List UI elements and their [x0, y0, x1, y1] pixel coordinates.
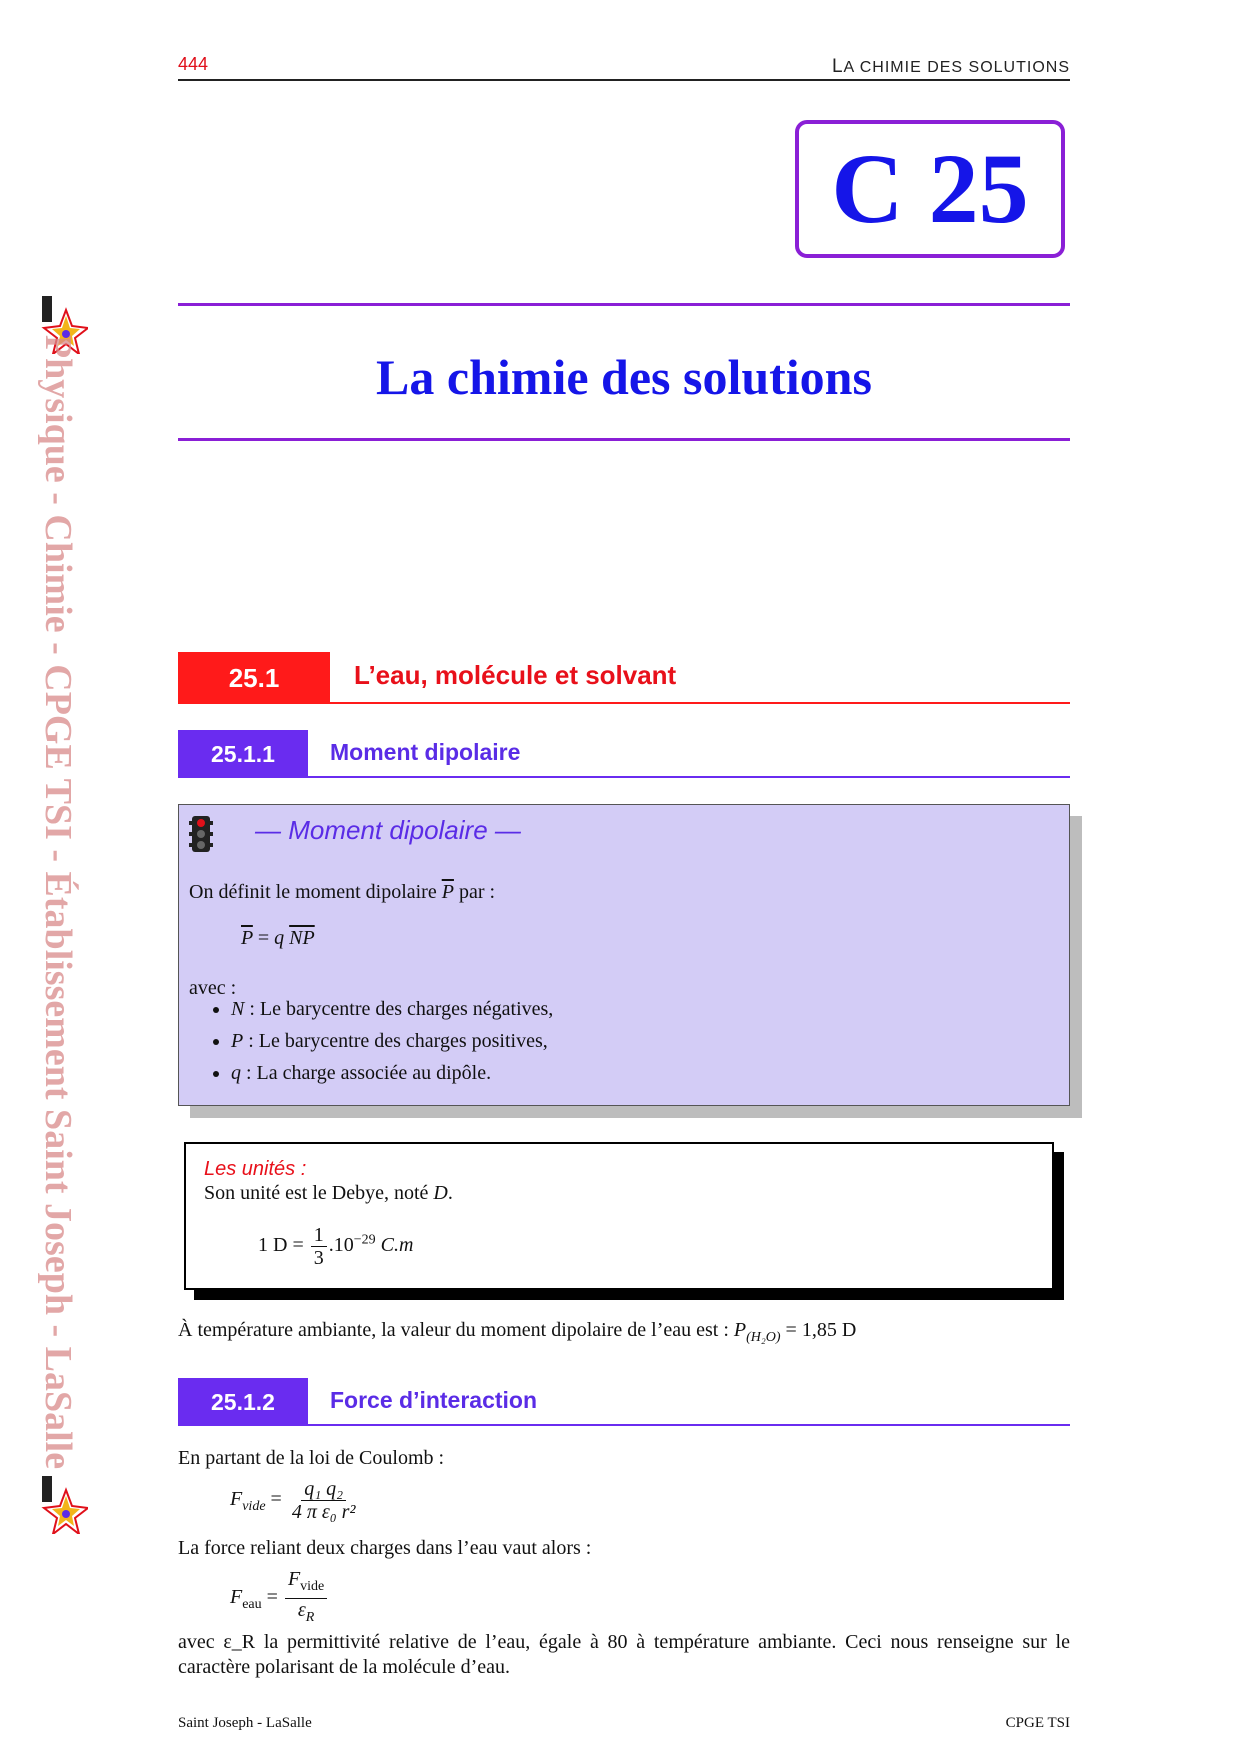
- subsection-rule: [178, 1424, 1070, 1426]
- footer-right: CPGE TSI: [1005, 1715, 1070, 1731]
- page-number: 444: [178, 54, 209, 74]
- traffic-light-icon: [189, 815, 213, 853]
- list-item: • q : La charge associée au dipôle.: [231, 1061, 553, 1085]
- section-rule: [178, 702, 1070, 704]
- units-box: [184, 1142, 1054, 1290]
- permittivity-conclusion: avec ε_R la permittivité relative de l’eau, égale à 80 à température ambiante. Ceci nous renseigne sur le caractère polarisant de la molécule d’eau.: [178, 1631, 1070, 1678]
- chapter-title: La chimie des solutions: [376, 349, 872, 405]
- subsection-heading: [178, 730, 1070, 778]
- water-force-formula: $F_{eau}$ = $\frac{F_{vide}}{\varepsilon_R}$: [230, 1568, 329, 1629]
- subsection-title: Force d’interaction: [330, 1387, 538, 1413]
- chapter-label-box: [795, 120, 1065, 258]
- definition-box: [178, 804, 1070, 1106]
- coulomb-intro: En partant de la loi de Coulomb :: [178, 1447, 445, 1469]
- section-heading: [178, 652, 1070, 704]
- side-watermark: Physique - Chimie - CPGE TSI - Établissement Saint Joseph - LaSalle: [37, 334, 79, 1470]
- definition-intro: On définit le moment dipolaire $\overline{P}$ par :: [189, 881, 496, 903]
- section-number: 25.1: [178, 652, 330, 704]
- chapter-label: C 25: [831, 133, 1029, 244]
- debye-formula: 1 D = $\frac{1}{3}$ $.10^{-29}$ C.m: [258, 1224, 414, 1269]
- school-logo-icon: [32, 1472, 88, 1534]
- subsection-title: Moment dipolaire: [330, 739, 521, 765]
- subsection-number: 25.1.1: [178, 730, 308, 778]
- chapter-title-top-rule: [178, 303, 1070, 306]
- definition-list: [209, 997, 553, 1093]
- coulomb-formula: $F_{vide}$ = $\frac{\text{q₁ q₂}}{\text{4 π ε₀ r²}}$: [230, 1478, 356, 1523]
- water-dipole-text: À température ambiante, la valeur du moment dipolaire de l’eau est : $P_{(H_2O)} = 1,85$ D: [178, 1319, 857, 1345]
- header-rule: [178, 79, 1070, 81]
- water-force-intro: La force reliant deux charges dans l’eau vaut alors :: [178, 1537, 592, 1559]
- section-title: L’eau, molécule et solvant: [354, 660, 677, 690]
- subsection-heading: [178, 1378, 1070, 1426]
- dipole-formula: $\overline{P} = q$ $\overline{NP}$: [241, 927, 315, 949]
- footer-left: Saint Joseph - LaSalle: [178, 1715, 312, 1731]
- units-line: Son unité est le Debye, noté D.: [204, 1182, 453, 1204]
- list-item: • N : Le barycentre des charges négatives,: [231, 997, 553, 1021]
- units-title: Les unités :: [204, 1158, 307, 1180]
- subsection-rule: [178, 776, 1070, 778]
- definition-avec: avec :: [189, 977, 237, 999]
- subsection-number: 25.1.2: [178, 1378, 308, 1426]
- definition-title: — Moment dipolaire —: [255, 815, 521, 845]
- chapter-title-bottom-rule: [178, 438, 1070, 441]
- running-title: LA CHIMIE DES SOLUTIONS: [831, 56, 1070, 77]
- list-item: • P : Le barycentre des charges positives,: [231, 1029, 553, 1053]
